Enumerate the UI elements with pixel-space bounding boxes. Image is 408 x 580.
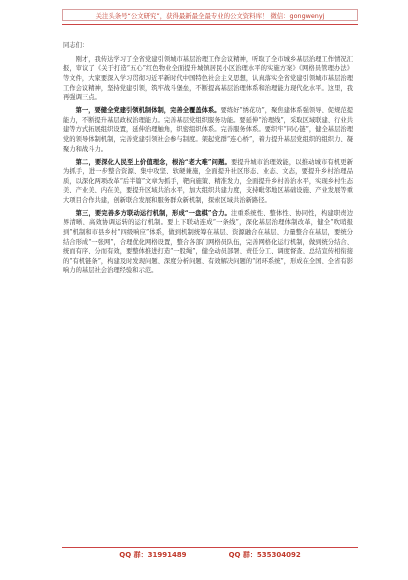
banner-text: 关注头条号“公文研究”，获得最新最全最专业的公文资料库！ 微信：gongwenyj [95,11,325,20]
footer [62,550,358,562]
qq-group-2: QQ 群：535304092 [228,551,301,559]
point-heading-2: 第二，要深化人民至上价值理念，根治“老大难”问题。 [75,158,231,166]
point-heading-3: 第三，要完善多方联动运行机制，形成“一盘棋”合力。 [75,209,231,217]
point-body-2: 要提升城市治理效能，以推动城市有机更新为抓手，进一步整合资源、集中攻坚、软硬兼施，全面提升社区形态、业态、文态，要提升乡村治理品质，以深化两项改革“后半篇”文章为抓手，靶向施策、精准发力，全面提升乡村善治水平，实现乡村生态美、产业美、内在美，要提升区域共治水平，加大组织共建力度，支持毗邻地区基础设施、产业发展等重大项目合作共建，创新联合发展和服务群众新机制，探索区域共治新路径。 [63,158,354,204]
point-paragraph-1 [63,106,353,154]
point-paragraph-2 [63,158,353,206]
salutation: 同志们： [63,42,89,49]
qq-group-1: QQ 群：31991489 [119,551,187,559]
point-paragraph-3 [63,209,353,276]
point-body-1: 要练好“绣花功”，聚焦建体系强领导、促规范提能力，不断提升基层政权治理能力。完善基层党组织服务功能。要延伸“治理线”，采取区域联建、行业共建等方式拓展组织设置，延伸治理触角，织密组织体系。完善服务体系。要织牢“同心链”，健全基层治理党的领导体制机制，完善党建引领社会参与制度。架起党群“连心桥”，着力提升基层党组织的组织力、凝聚力和战斗力。 [63,107,353,153]
document-body [63,41,353,279]
intro-paragraph: 刚才，我传达学习了全省党建引领城市基层治理工作会议精神，听取了全市城乡基层治理工作情况汇报，审议了《关于打造“五心”红色物业全面提升城镇居民小区治理水平的实施方案》《网格员管理办法》等文件，大家要深入学习贯彻习近平新时代中国特色社会主义思想，认真落实全省党建引领城市基层治理工作会议精神，坚持党建引领，筑牢战斗堡垒，不断提高基层治理体系和治理能力现代化水平。这里，我再强调三点。 [63,55,353,102]
point-body-3: 注重系统性、整体性、协同性，构建职责边界清晰、高效协调运转的运行机制。要上下联动连成“一条线”，深化基层治理体制改革，健全“吹哨报到”机制和市县乡村“四级响应”体系，做到机制统筹在基层、资源融合在基层、力量整合在基层，要统分结合形成“一张网”，合理优化网格设置，整合各部门网格员队伍，完善网格化运行机制，做到统分结合、统而有序、分而有效，要整体推进打造“一股绳”，健全动员部署、责任分工、调度督查、总结宣传相衔接的“有机链条”，构建及时发现问题、深度分析问题、有效解决问题的“闭环系统”，形成在全国、全省有影响力的基层社会治理经验和示范。 [63,209,354,275]
header-rule [62,24,358,25]
footer-rule [62,547,358,548]
point-heading-1: 第一，要健全党建引领机制体制，完善全覆盖体系。 [75,107,221,115]
top-banner [62,9,358,21]
